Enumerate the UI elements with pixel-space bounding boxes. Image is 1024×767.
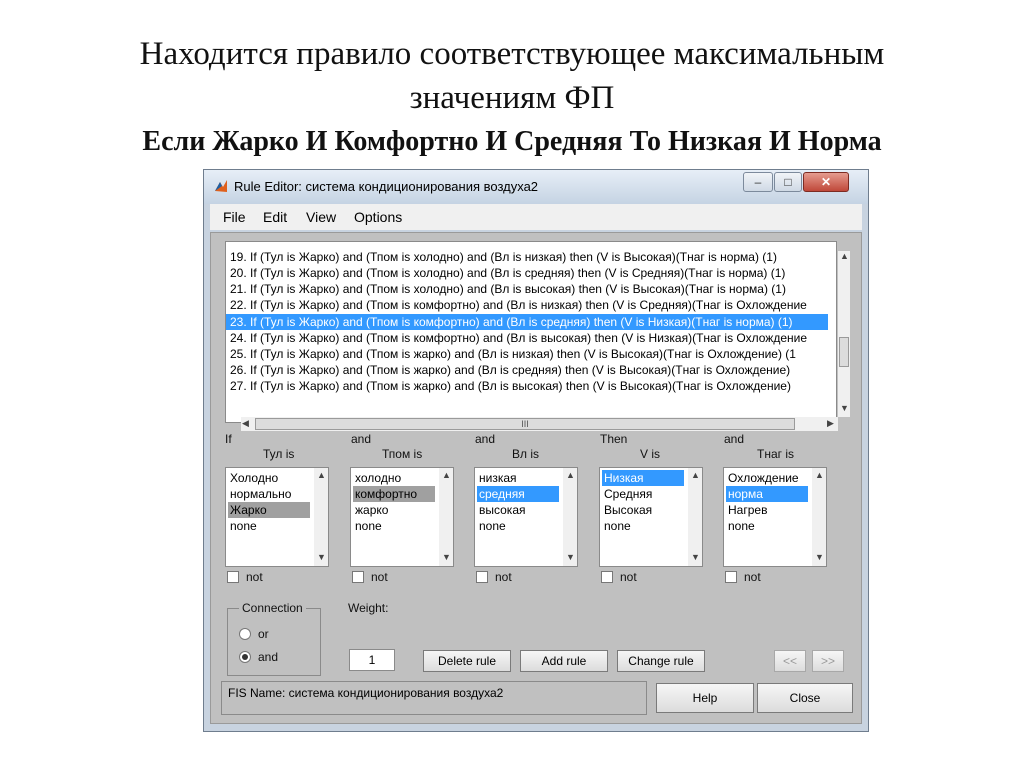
scroll-down-icon[interactable]: ▼ [442,552,451,562]
rule-item[interactable]: 27. If (Тул is Жарко) and (Тпом is жарко) and (Вл is высокая) then (V is Высокая)(Тнаг is Охлождение) [230,379,791,393]
tpom-listbox[interactable] [350,467,454,567]
v-option[interactable]: Высокая [604,503,653,517]
scroll-up-icon[interactable]: ▲ [566,470,575,480]
tul-not-checkbox[interactable] [227,571,239,583]
slide-title-line1: Находится правило соответствующее максимальным [139,36,885,72]
connection-and-radio[interactable] [239,651,251,663]
if-label: If [225,432,232,446]
connection-and-label: and [258,650,279,664]
tpom-option-selected[interactable]: комфортно [353,486,435,502]
slide-subtitle: Если Жарко И Комфортно И Средняя То Низкая И Норма [142,126,882,157]
connection-group [227,608,321,676]
v-option[interactable]: Средняя [604,487,653,501]
tnag-not-label: not [744,570,761,584]
tnag-option[interactable]: Нагрев [728,503,768,517]
minimize-button[interactable]: – [743,172,773,192]
scroll-left-icon[interactable]: ◀ [242,418,249,428]
rule-item[interactable]: 24. If (Тул is Жарко) and (Тпом is комфортно) and (Вл is высокая) then (V is Низкая)(Тнаг is Охлождение [230,331,808,345]
editor-panel [210,232,862,724]
vl-label: Вл is [512,447,540,461]
scroll-down-icon[interactable]: ▼ [815,552,824,562]
tnag-label: Тнаг is [757,447,795,461]
rule-item[interactable]: 22. If (Тул is Жарко) and (Тпом is комфортно) and (Вл is низкая) then (V is Средняя)(Тнаг is Охлождение [230,298,807,312]
tul-label: Тул is [263,447,295,461]
weight-label: Weight: [348,601,389,615]
tpom-label: Тпом is [382,447,423,461]
v-not-label: not [620,570,637,584]
rule-item-selected[interactable]: 23. If (Тул is Жарко) and (Тпом is комфортно) and (Вл is средняя) then (V is Низкая)(Тнаг is норма) (1) [226,314,828,330]
tpom-option[interactable]: жарко [355,503,389,517]
delete-rule-button[interactable]: Delete rule [423,650,511,672]
tul-listbox-scrollbar[interactable] [314,468,328,566]
add-rule-button[interactable]: Add rule [520,650,608,672]
menu-bar [210,204,862,230]
tul-not-label: not [246,570,263,584]
and-label: and [475,432,496,446]
close-button[interactable]: Close [757,683,853,713]
matlab-icon [214,179,228,193]
tul-listbox[interactable] [225,467,329,567]
v-listbox-scrollbar[interactable] [688,468,702,566]
rule-item[interactable]: 26. If (Тул is Жарко) and (Тпом is жарко) and (Вл is средняя) then (V is Высокая)(Тнаг is Охлождение) [230,363,791,377]
scroll-right-icon[interactable]: ▶ [827,418,834,428]
window-title: Rule Editor: система кондиционирования воздуха2 [234,179,539,194]
rule-editor-window [203,169,869,732]
rule-list[interactable] [225,241,849,429]
v-option[interactable]: none [604,519,631,533]
tul-option[interactable]: Холодно [230,471,279,485]
v-option-selected[interactable]: Низкая [602,470,684,486]
and-label: and [724,432,745,446]
rule-item[interactable]: 25. If (Тул is Жарко) and (Тпом is жарко) and (Вл is низкая) then (V is Высокая)(Тнаг is Охлождение) (1 [230,347,796,361]
weight-input[interactable]: 1 [349,649,395,671]
change-rule-button[interactable]: Change rule [617,650,705,672]
scroll-down-icon[interactable]: ▼ [566,552,575,562]
v-label: V is [640,447,661,461]
vl-listbox[interactable] [474,467,578,567]
scroll-down-icon[interactable]: ▼ [691,552,700,562]
maximize-button[interactable]: □ [774,172,802,192]
and-label: and [351,432,372,446]
menu-edit[interactable]: Edit [263,209,288,225]
vl-not-checkbox[interactable] [476,571,488,583]
connection-or-label: or [258,627,269,641]
rule-item[interactable]: 21. If (Тул is Жарко) and (Тпом is холодно) and (Вл is высокая) then (V is Высокая)(Тнаг is норма) (1) [230,282,786,296]
menu-file[interactable]: File [223,209,246,225]
vl-option-selected[interactable]: средняя [477,486,559,502]
scroll-down-icon[interactable]: ▼ [840,403,849,413]
slide-title-line2: значениям ФП [409,80,615,116]
tul-option[interactable]: нормально [230,487,292,501]
tnag-listbox[interactable] [723,467,827,567]
tul-option[interactable]: none [230,519,257,533]
help-button[interactable]: Help [656,683,754,713]
vertical-scroll-thumb[interactable] [839,337,849,367]
v-listbox[interactable] [599,467,703,567]
v-not-checkbox[interactable] [601,571,613,583]
then-label: Then [600,432,628,446]
scroll-up-icon[interactable]: ▲ [691,470,700,480]
tpom-not-checkbox[interactable] [352,571,364,583]
rule-list-vertical-scrollbar[interactable] [838,251,850,417]
menu-options[interactable]: Options [354,209,403,225]
scroll-down-icon[interactable]: ▼ [317,552,326,562]
menu-view[interactable]: View [306,209,337,225]
tpom-listbox-scrollbar[interactable] [439,468,453,566]
vl-not-label: not [495,570,512,584]
fis-name-status: FIS Name: система кондиционирования воздуха2 [221,681,647,715]
scroll-up-icon[interactable]: ▲ [840,251,849,261]
rule-item[interactable]: 19. If (Тул is Жарко) and (Тпом is холодно) and (Вл is низкая) then (V is Высокая)(Тнаг is норма) (1) [230,250,777,264]
connection-label: Connection [239,601,306,615]
scroll-up-icon[interactable]: ▲ [442,470,451,480]
tul-option-selected[interactable]: Жарко [228,502,310,518]
tnag-not-checkbox[interactable] [725,571,737,583]
tnag-option[interactable]: Охлождение [728,471,799,485]
vl-option[interactable]: высокая [479,503,526,517]
scroll-up-icon[interactable]: ▲ [815,470,824,480]
tpom-option[interactable]: none [355,519,382,533]
previous-button[interactable]: << [774,650,806,672]
horizontal-scroll-thumb[interactable]: III [255,418,795,430]
vl-listbox-scrollbar[interactable] [563,468,577,566]
vl-option[interactable]: низкая [479,471,517,485]
tpom-option[interactable]: холодно [355,471,402,485]
close-window-button[interactable]: ✕ [803,172,849,192]
tpom-not-label: not [371,570,388,584]
rule-list-horizontal-scrollbar[interactable] [241,417,838,431]
next-button[interactable]: >> [812,650,844,672]
scroll-up-icon[interactable]: ▲ [317,470,326,480]
tnag-listbox-scrollbar[interactable] [812,468,826,566]
window-titlebar[interactable] [204,170,868,204]
vl-option[interactable]: none [479,519,506,533]
tnag-option[interactable]: none [728,519,755,533]
tnag-option-selected[interactable]: норма [726,486,808,502]
connection-or-radio[interactable] [239,628,251,640]
rule-item[interactable]: 20. If (Тул is Жарко) and (Тпом is холодно) and (Вл is средняя) then (V is Средняя)(Тнаг is норма) (1) [230,266,786,280]
